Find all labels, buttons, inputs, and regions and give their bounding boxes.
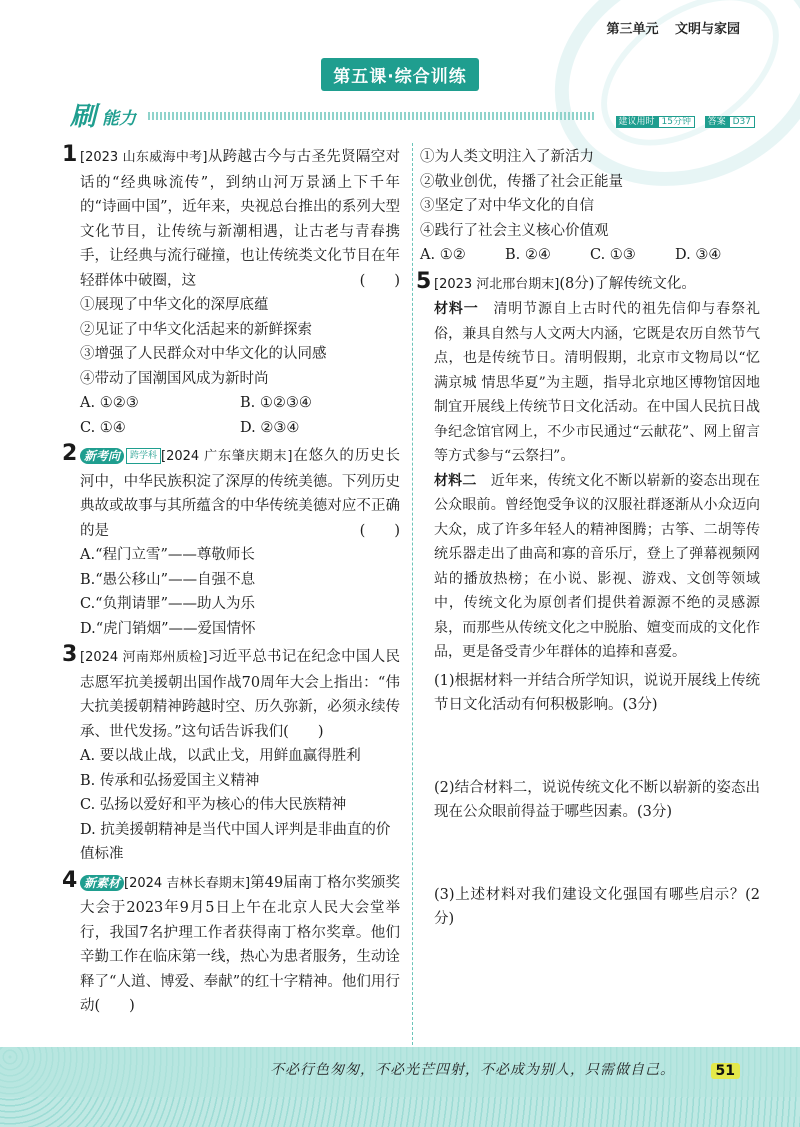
statement-item: ①为人类文明注入了新活力: [420, 149, 594, 165]
answer-blank: ( ): [359, 272, 400, 289]
choice-c: C. ①③: [590, 247, 636, 263]
choice-c: C. ①④: [80, 419, 126, 436]
answer-blank: ( ): [283, 723, 324, 740]
question-1: [62, 142, 400, 440]
time-label: 建议用时: [616, 116, 658, 128]
material-one-text: 清明节源自上古时代的祖先信仰与春祭礼俗，兼具自然与人文两大内涵，它既是农历自然节气点，也是传统节日。清明假期，北京市文物局以“忆满京城 情思华夏”为主题，指导北京地区博物馆因地制宜开展线上传统节日文化活动。在中国人民抗日战争纪念馆官网上，不少市民通过“云献花”、网上留言等方式参与“云祭扫”。: [434, 301, 761, 464]
stem-text: 在悠久的历史长河中，中华民族积淀了深厚的传统美德。下列历史典故或故事与其所蕴含的中华传统美德对应不正确的是: [80, 448, 400, 539]
choice-d: D. ③④: [675, 247, 722, 263]
choice-a: A. ①②③: [80, 395, 139, 411]
material-two-text: 近年来，传统文化不断以崭新的姿态出现在公众眼前。曾经饱受争议的汉服社群逐渐从小众迈向大众，成了许多年轻人的精神图腾；古筝、二胡等传统乐器走出了曲高和寡的音乐厅，登上了弹幕视频网站的播放热榜；在小说、影视、游戏、文创等领域中，传统文化为原创者们提供着源源不绝的灵感源泉，而那些从传统文化之中脱胎、嬗变而成的文化作品，更是备受青少年群体的追捧和喜爱。: [434, 472, 761, 660]
stem-text: 第49届南丁格尔奖颁奖大会于2023年9月5日上午在北京人民大会堂举行，我国7名护理工作者获得南丁格尔奖章。他们辛勤工作在临床第一线，热心为患者服务，生动诠释了“人道、博爱、奉献”的红十字精神。他们用行动: [80, 874, 400, 1014]
statement-item: ②见证了中华文化活起来的新鲜探索: [80, 321, 312, 338]
question-stem: [80, 645, 400, 744]
statement-item: ③坚定了对中华文化的自信: [420, 198, 594, 214]
page-number: 51: [711, 1063, 740, 1079]
question-4-continued: [420, 145, 760, 268]
answer-ref: [705, 114, 755, 127]
question-source: [2024 河南郑州质检]: [80, 650, 208, 665]
section-bar: [70, 100, 755, 132]
question-source: [2023 河北邢台期末]: [434, 276, 560, 292]
question-4: [62, 867, 400, 1019]
choice-b: B. ①②③④: [240, 395, 312, 411]
question-intro: (8分)了解传统文化。: [559, 275, 696, 292]
answer-space[interactable]: [434, 825, 760, 883]
question-5: [416, 268, 761, 932]
answer-blank: ( ): [359, 522, 400, 539]
choice-b: B. ②④: [505, 247, 551, 263]
question-number: 3: [62, 642, 78, 667]
question-stem: [80, 444, 400, 543]
answer-blank: ( ): [94, 998, 135, 1014]
answer-space[interactable]: [434, 718, 760, 776]
choice-list: [80, 391, 400, 440]
question-number: 1: [62, 142, 78, 167]
section-name: 能力: [102, 109, 136, 129]
question-number: 2: [62, 441, 78, 466]
cross-subject-badge: 跨学科: [126, 448, 161, 464]
choice-b: B.“愚公移山”——自强不息: [80, 571, 256, 588]
statement-item: ④带动了国潮国风成为新时尚: [80, 370, 269, 387]
unit-title: 文明与家园: [674, 22, 740, 37]
choice-c: C. 弘扬以爱好和平为核心的伟大民族精神: [80, 797, 347, 813]
material-two: [434, 469, 760, 665]
answer-page: D37: [729, 116, 755, 128]
choice-d: D.“虎门销烟”——爱国情怀: [80, 620, 256, 637]
question-stem: [80, 145, 400, 293]
choice-d: D. ②③④: [240, 419, 300, 436]
new-material-badge: 新素材: [80, 875, 124, 891]
material-two-label: 材料二: [434, 472, 477, 489]
column-divider: [412, 143, 413, 1050]
time-value: 15分钟: [658, 116, 695, 128]
unit-number: 第三单元: [606, 22, 659, 37]
right-column: [416, 145, 761, 932]
question-stem: [434, 272, 760, 298]
question-source: [2023 山东威海中考]: [80, 150, 208, 165]
left-column: [62, 142, 400, 1019]
statement-item: ②敬业创优，传播了社会正能量: [420, 173, 623, 190]
lesson-title: [0, 58, 800, 91]
choice-c: C.“负荆请罪”——助人为乐: [80, 596, 256, 612]
choice-d: D. 抗美援朝精神是当代中国人评判是非曲直的价值标准: [80, 821, 391, 862]
stem-text: 习近平总书记在纪念中国人民志愿军抗美援朝出国作战70周年大会上指出：“伟大抗美援朝精神跨越时空、历久弥新，必须永续传承、世代发扬。”这句话告诉我们: [80, 649, 400, 740]
question-source: [2024 广东肇庆期末]: [161, 449, 293, 464]
material-one: [434, 297, 760, 469]
question-stem: [80, 871, 400, 1019]
material-one-label: 材料一: [434, 301, 479, 317]
suggested-time: [616, 114, 695, 127]
question-2: [62, 441, 400, 641]
question-source: [2024 吉林长春期末]: [124, 875, 251, 891]
dotted-rule: [148, 112, 595, 120]
answer-label: 答案: [705, 116, 729, 128]
statement-item: ④践行了社会主义核心价值观: [420, 222, 609, 239]
choice-a: A.“程门立雪”——尊敬师长: [80, 547, 255, 563]
question-number: 4: [62, 867, 78, 893]
sub-question-3: (3)上述材料对我们建设文化强国有哪些启示？(2分): [434, 886, 760, 927]
question-3: [62, 642, 400, 867]
question-number: 5: [416, 268, 432, 294]
motto-quote: 不必行色匆匆，不必光芒四射，不必成为别人，只需做自己。: [270, 1062, 675, 1078]
unit-header: [606, 18, 740, 37]
statement-item: ①展现了中华文化的深厚底蕴: [80, 297, 269, 313]
statement-item: ③增强了人民群众对中华文化的认同感: [80, 346, 327, 362]
stem-text: 从跨越古今与古圣先贤隔空对话的“经典咏流传”，到纳山河万景涵上下千年的“诗画中国”，近年来，央视总台推出的系列大型文化节目，让传统与新潮相遇，让古老与青春携手，让经典与流行碰撞，也让传统类文化节目在年轻群体中破圈，这: [80, 149, 400, 289]
choice-a: A. ①②: [420, 247, 466, 263]
choice-list: [420, 243, 760, 268]
sub-question-1: (1)根据材料一并结合所学知识，说说开展线上传统节日文化活动有何积极影响。(3分): [434, 672, 760, 713]
sub-question-2: (2)结合材料二，说说传统文化不断以崭新的姿态出现在公众眼前得益于哪些因素。(3分): [434, 779, 760, 820]
section-prefix: 刷: [70, 102, 97, 132]
new-direction-badge: 新考向: [80, 448, 124, 464]
lesson-title-pill: 第五课·综合训练: [321, 58, 478, 91]
choice-a: A. 要以战止战，以武止戈，用鲜血赢得胜利: [80, 748, 361, 764]
choice-b: B. 传承和弘扬爱国主义精神: [80, 772, 260, 789]
